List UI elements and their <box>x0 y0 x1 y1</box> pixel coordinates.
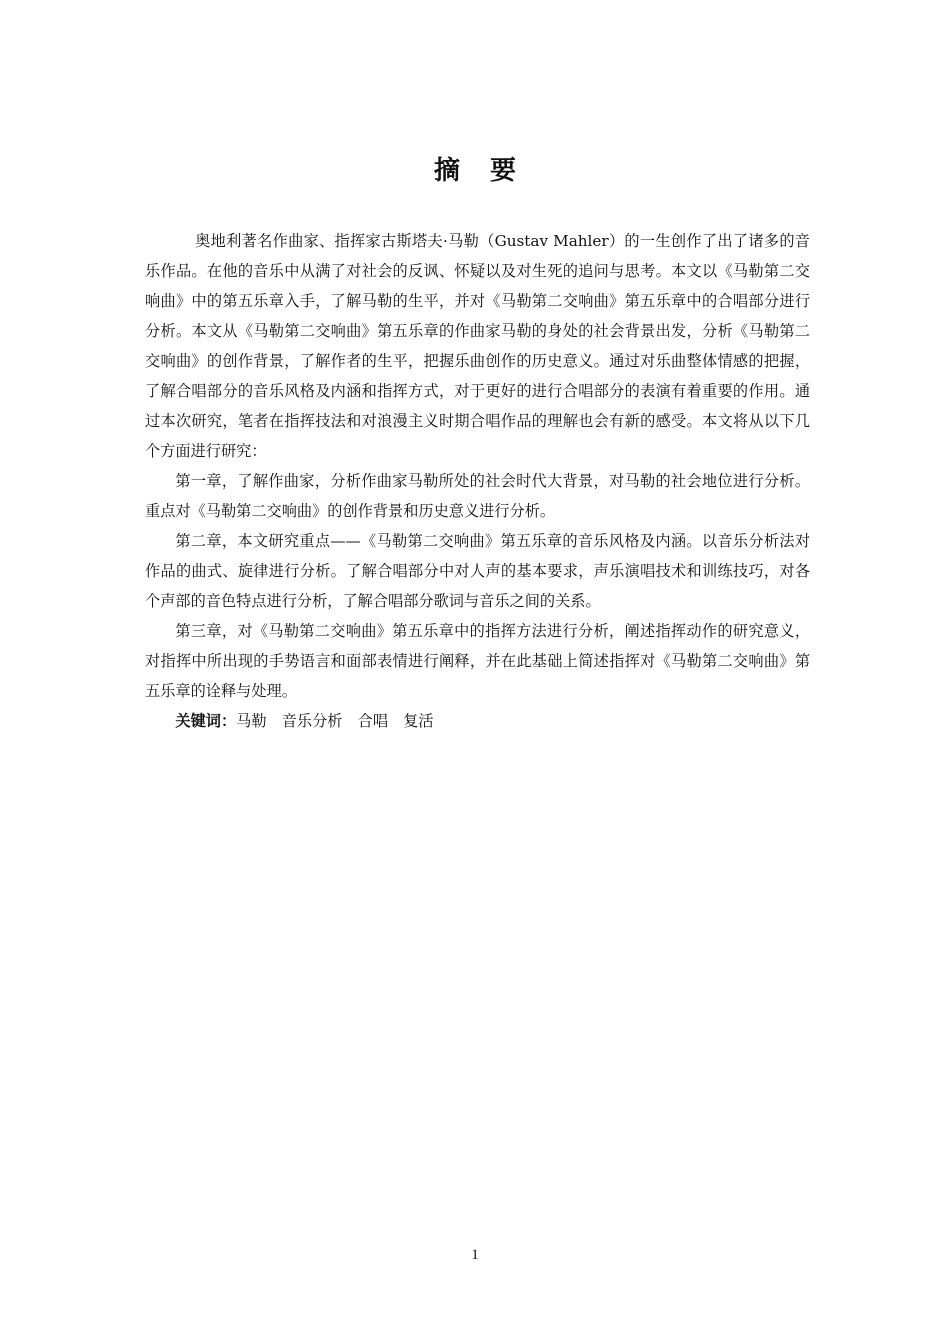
chapter-three-paragraph: 第三章，对《马勒第二交响曲》第五乐章中的指挥方法进行分析，阐述指挥动作的研究意义，对指挥中所出现的手势语言和面部表情进行阐释，并在此基础上简述指挥对《马勒第二交响曲》第五乐章的诠释与处理。 <box>145 622 810 700</box>
keyword: 音乐分析 <box>281 712 343 730</box>
page-title <box>0 150 950 187</box>
title-char-2: 要 <box>490 156 517 186</box>
abstract-body <box>145 226 810 736</box>
keywords-line <box>145 706 810 736</box>
keywords-label: 关键词： <box>175 712 237 730</box>
keyword: 马勒 <box>236 712 267 730</box>
title-char-1: 摘 <box>433 156 460 186</box>
chapter-one-paragraph: 第一章，了解作曲家，分析作曲家马勒所处的社会时代大背景，对马勒的社会地位进行分析。重点对《马勒第二交响曲》的创作背景和历史意义进行分析。 <box>145 472 810 520</box>
keyword: 合唱 <box>357 712 389 730</box>
abstract-paragraph: 奥地利著名作曲家、指挥家古斯塔夫·马勒（Gustav Mahler）的一生创作了出了诸多的音乐作品。在他的音乐中从满了对社会的反讽、怀疑以及对生死的追问与思考。本文以《马勒第二交响曲》中的第五乐章入手，了解马勒的生平，并对《马勒第二交响曲》第五乐章中的合唱部分进行分析。本文从《马勒第二交响曲》第五乐章的作曲家马勒的身处的社会背景出发，分析《马勒第二交响曲》的创作背景，了解作者的生平，把握乐曲创作的历史意义。通过对乐曲整体情感的把握，了解合唱部分的音乐风格及内涵和指挥方式，对于更好的进行合唱部分的表演有着重要的作用。通过本次研究，笔者在指挥技法和对浪漫主义时期合唱作品的理解也会有新的感受。本文将从以下几个方面进行研究： <box>145 232 810 460</box>
chapter-two-paragraph: 第二章，本文研究重点——《马勒第二交响曲》第五乐章的音乐风格及内涵。以音乐分析法对作品的曲式、旋律进行分析。了解合唱部分中对人声的基本要求，声乐演唱技术和训练技巧，对各个声部的音色特点进行分析，了解合唱部分歌词与音乐之间的关系。 <box>145 532 810 610</box>
keyword: 复活 <box>403 712 434 730</box>
page-number: 1 <box>471 1247 479 1263</box>
